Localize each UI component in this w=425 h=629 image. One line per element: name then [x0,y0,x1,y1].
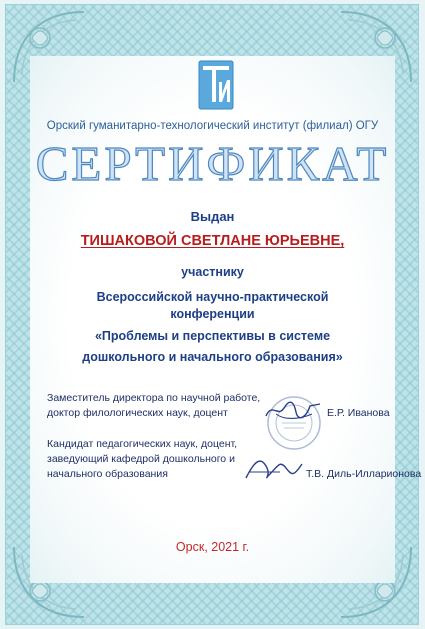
issued-label: Выдан [190,209,235,224]
signatory-2-title-line-1: Кандидат педагогических наук, доцент, [47,438,238,450]
signatory-1-title-line-2: доктор филологических наук, доцент [47,407,228,419]
handwritten-signature-icon [240,452,306,486]
certificate-title: СЕРТИФИКАТ [35,136,390,191]
signatory-2-title-line-2: заведующий кафедрой дошкольного и [47,453,235,465]
signatory-1-title-line-1: Заместитель директора по научной работе, [47,392,261,404]
conference-name-line-1: Всероссийской научно-практической [96,290,329,304]
recipient-role: участнику [181,265,244,279]
recipient-name: ТИШАКОВОЙ СВЕТЛАНЕ ЮРЬЕВНЕ, [80,233,345,249]
conference-name-line-2: конференции [170,307,255,321]
signatory-1-name: Е.Р. Иванова [327,407,390,419]
conference-topic-line-1: «Проблемы и перспективы в системе [94,329,331,343]
signatory-2-name: Т.В. Диль-Илларионова [306,468,422,480]
handwritten-signature-icon [262,396,324,424]
conference-topic-line-2: дошкольного и начального образования» [82,350,343,364]
signatory-1-title [47,391,260,421]
signatory-2-title [47,437,237,482]
city-and-year: Орск, 2021 г. [175,540,250,554]
signatory-2-title-line-3: начального образования [47,468,168,480]
institute-logo-icon [198,60,234,110]
institute-name: Орский гуманитарно-технологический институт (филиал) ОГУ [46,120,379,132]
